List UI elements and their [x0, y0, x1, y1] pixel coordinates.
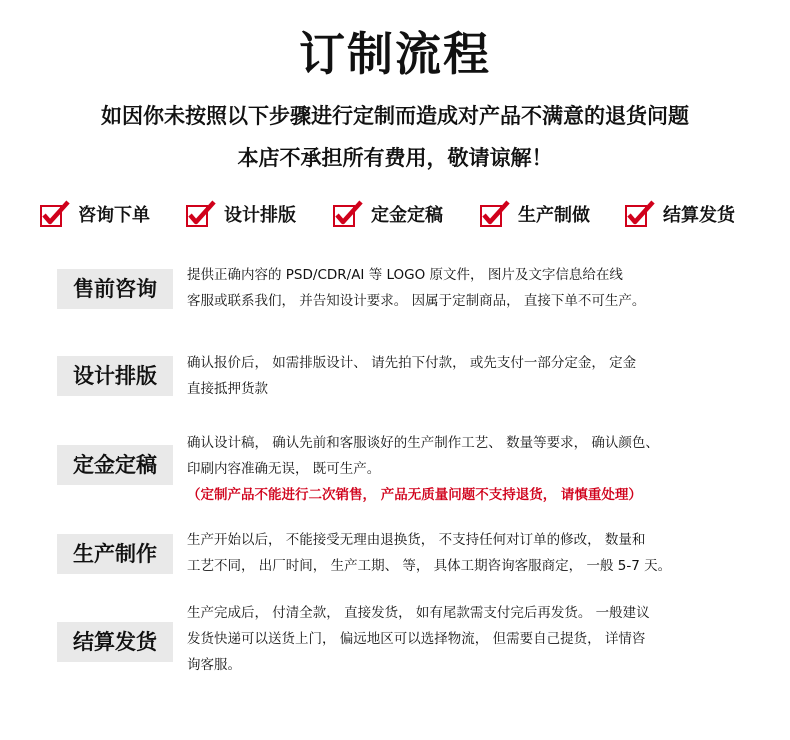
desc-line: 发货快递可以送货上门， 偏远地区可以选择物流， 但需要自己提货， 详情咨 — [187, 631, 646, 647]
desc-line: 印刷内容准确无误， 既可生产。 — [187, 461, 381, 477]
notice-line-2: 本店不承担所有费用，敬请谅解！ — [237, 146, 553, 170]
section-description — [187, 350, 762, 402]
step-production — [480, 198, 590, 230]
desc-line: 提供正确内容的 PSD/CDR/AI 等 LOGO 原文件， 图片及文字信息给在线 — [187, 267, 623, 283]
step-consult-order — [40, 198, 150, 230]
step-label: 生产制做 — [518, 205, 590, 226]
step-label: 定金定稿 — [371, 205, 443, 226]
section-label: 生产制作 — [57, 534, 173, 574]
step-design-layout — [186, 198, 296, 230]
notice-line-1: 如因你未按照以下步骤进行定制而造成对产品不满意的退货问题 — [101, 104, 689, 128]
desc-line: 生产开始以后， 不能接受无理由退换货， 不支持任何对订单的修改， 数量和 — [187, 532, 646, 548]
red-check-icon — [480, 200, 510, 228]
step-label: 结算发货 — [663, 205, 735, 226]
step-label: 咨询下单 — [78, 205, 150, 226]
red-check-icon — [333, 200, 363, 228]
desc-line: 生产完成后， 付清全款， 直接发货， 如有尾款需支付完后再发货。 一般建议 — [187, 605, 650, 621]
process-steps — [40, 198, 760, 230]
section-description — [187, 430, 762, 508]
section-description — [187, 527, 762, 579]
desc-line: 确认设计稿， 确认先前和客服谈好的生产制作工艺、 数量等要求， 确认颜色、 — [187, 435, 659, 451]
desc-line: 询客服。 — [187, 657, 241, 673]
section-description — [187, 600, 762, 678]
desc-line: 直接抵押货款 — [187, 381, 268, 397]
step-settle-ship — [625, 198, 735, 230]
desc-line: 客服或联系我们， 并告知设计要求。 因属于定制商品， 直接下单不可生产。 — [187, 293, 646, 309]
section-label: 售前咨询 — [57, 269, 173, 309]
red-check-icon — [40, 200, 70, 228]
desc-line: 工艺不同， 出厂时间， 生产工期、 等， 具体工期咨询客服商定， 一般 5-7 天。 — [187, 558, 672, 574]
red-check-icon — [186, 200, 216, 228]
desc-line: 确认报价后， 如需排版设计、 请先拍下付款， 或先支付一部分定金， 定金 — [187, 355, 637, 371]
step-label: 设计排版 — [224, 205, 296, 226]
red-check-icon — [625, 200, 655, 228]
section-label: 结算发货 — [57, 622, 173, 662]
section-label: 设计排版 — [57, 356, 173, 396]
section-description — [187, 262, 762, 314]
step-deposit-confirm — [333, 198, 443, 230]
page-title: 订制流程 — [299, 27, 491, 81]
warning-text: （定制产品不能进行二次销售， 产品无质量问题不支持退货， 请慎重处理） — [187, 487, 642, 503]
section-label: 定金定稿 — [57, 445, 173, 485]
